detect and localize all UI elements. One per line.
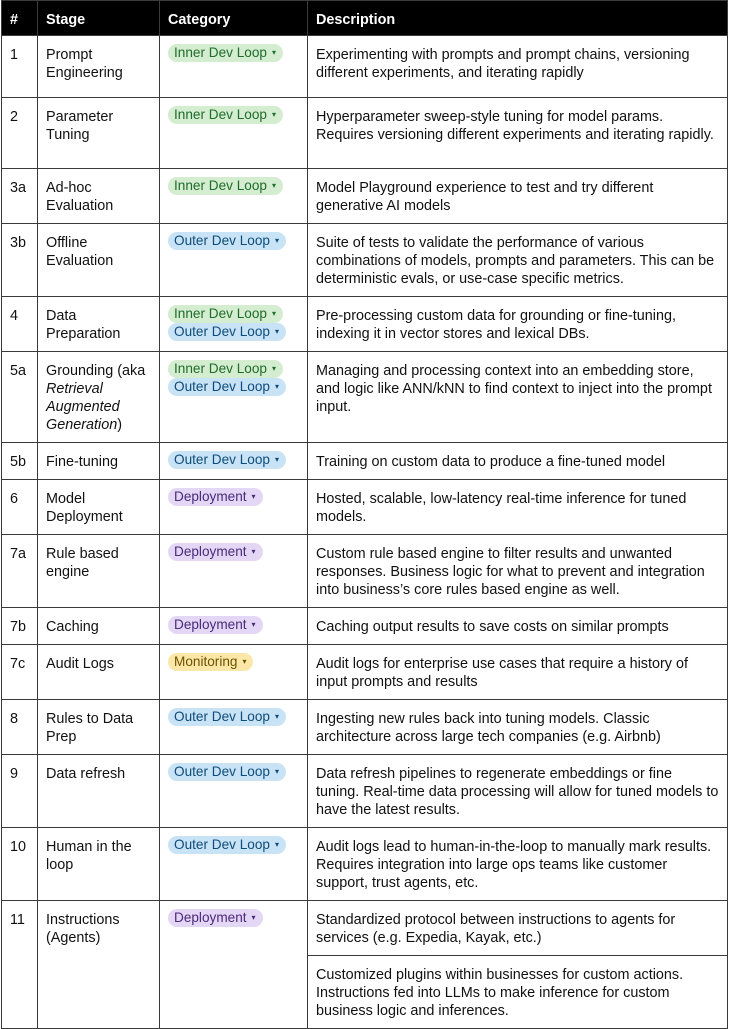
description-cell: Caching output results to save costs on similar prompts [308, 608, 728, 645]
stage-label: Model Deployment [46, 491, 123, 525]
stage-label-italic: Retrieval Augmented Generation [46, 381, 120, 433]
category-chip-label: Outer Dev Loop [174, 324, 270, 339]
chevron-down-icon: ▾ [274, 455, 279, 464]
chevron-down-icon: ▾ [271, 110, 276, 119]
chevron-down-icon: ▾ [271, 309, 276, 318]
header-num: # [2, 1, 38, 36]
stage-label-suffix: ) [117, 417, 122, 433]
category-chip[interactable] [168, 653, 253, 671]
row-number: 9 [2, 755, 38, 828]
header-stage: Stage [38, 1, 160, 36]
stage-label: Parameter Tuning [46, 109, 114, 143]
category-chip-label: Outer Dev Loop [174, 837, 270, 852]
category-chip-label: Deployment [174, 489, 247, 504]
category-chip-label: Deployment [174, 910, 247, 925]
description-cell: Audit logs lead to human-in-the-loop to manually mark results. Requires integration into large ops teams like customer support, trust agents, etc. [308, 828, 728, 901]
row-number: 3a [2, 169, 38, 224]
stage-label: Instructions (Agents) [46, 912, 120, 946]
category-chip-label: Inner Dev Loop [174, 178, 267, 193]
stages-table [1, 0, 728, 1029]
category-chip-label: Inner Dev Loop [174, 361, 267, 376]
table-row [2, 608, 728, 645]
category-cell [160, 297, 308, 352]
stage-cell [38, 755, 160, 828]
table-row [2, 480, 728, 535]
stage-cell [38, 352, 160, 443]
category-chip[interactable] [168, 378, 286, 396]
description-cell: Pre-processing custom data for grounding or fine-tuning, indexing it in vector stores and lexical DBs. [308, 297, 728, 352]
category-cell [160, 901, 308, 1029]
category-cell [160, 645, 308, 700]
stage-cell [38, 901, 160, 1029]
stage-label: Data refresh [46, 766, 126, 782]
category-chip[interactable] [168, 616, 263, 634]
description-cell: Model Playground experience to test and try different generative AI models [308, 169, 728, 224]
chevron-down-icon: ▾ [251, 620, 256, 629]
category-chip[interactable] [168, 708, 286, 726]
description-cell: Ingesting new rules back into tuning models. Classic architecture across large tech companies (e.g. Airbnb) [308, 700, 728, 755]
stage-label: Grounding (aka [46, 363, 146, 379]
row-number: 11 [2, 901, 38, 1029]
stage-label: Offline Evaluation [46, 235, 114, 269]
description-cell: Managing and processing context into an embedding store, and logic like ANN/kNN to find context to inject into the prompt input. [308, 352, 728, 443]
chevron-down-icon: ▾ [274, 382, 279, 391]
category-chip-label: Inner Dev Loop [174, 306, 267, 321]
category-chip[interactable] [168, 836, 286, 854]
category-chip-label: Outer Dev Loop [174, 764, 270, 779]
row-number: 5b [2, 443, 38, 480]
header-row [2, 1, 728, 36]
category-chip[interactable] [168, 177, 283, 195]
stage-label: Caching [46, 619, 99, 635]
table-row [2, 297, 728, 352]
description-cell: Custom rule based engine to filter results and unwanted responses. Business logic for what to prevent and integration into business’s core rules based engine as well. [308, 535, 728, 608]
stage-cell [38, 535, 160, 608]
table-row [2, 645, 728, 700]
row-number: 10 [2, 828, 38, 901]
table-row [2, 755, 728, 828]
category-chip[interactable] [168, 360, 283, 378]
category-chip-label: Outer Dev Loop [174, 379, 270, 394]
stage-cell [38, 828, 160, 901]
stage-label: Fine-tuning [46, 454, 118, 470]
category-cell [160, 352, 308, 443]
table-row [2, 98, 728, 169]
chevron-down-icon: ▾ [271, 181, 276, 190]
category-chip[interactable] [168, 488, 263, 506]
description-cell: Training on custom data to produce a fine-tuned model [308, 443, 728, 480]
description-cell: Suite of tests to validate the performance of various combinations of models, prompts and parameters. This can be deterministic evals, or use-case specific metrics. [308, 224, 728, 297]
category-chip-label: Outer Dev Loop [174, 452, 270, 467]
chevron-down-icon: ▾ [274, 236, 279, 245]
category-chip-label: Deployment [174, 544, 247, 559]
chevron-down-icon: ▾ [271, 364, 276, 373]
category-chip[interactable] [168, 305, 283, 323]
row-number: 8 [2, 700, 38, 755]
category-chip-label: Inner Dev Loop [174, 45, 267, 60]
category-chip[interactable] [168, 451, 286, 469]
table-row [2, 700, 728, 755]
row-number: 7a [2, 535, 38, 608]
stage-cell [38, 480, 160, 535]
category-cell [160, 535, 308, 608]
category-chip[interactable] [168, 763, 286, 781]
table-row [2, 828, 728, 901]
table-row [2, 224, 728, 297]
category-cell [160, 98, 308, 169]
stage-cell [38, 98, 160, 169]
chevron-down-icon: ▾ [271, 48, 276, 57]
description-cell: Hosted, scalable, low-latency real-time inference for tuned models. [308, 480, 728, 535]
row-number: 7b [2, 608, 38, 645]
table-body [2, 36, 728, 1029]
row-number: 4 [2, 297, 38, 352]
category-chip[interactable] [168, 106, 283, 124]
stage-cell [38, 36, 160, 98]
category-chip[interactable] [168, 323, 286, 341]
stage-cell [38, 608, 160, 645]
category-chip-label: Inner Dev Loop [174, 107, 267, 122]
category-chip[interactable] [168, 44, 283, 62]
category-chip-label: Monitoring [174, 654, 238, 669]
table-row [2, 443, 728, 480]
row-number: 6 [2, 480, 38, 535]
row-number: 1 [2, 36, 38, 98]
category-cell [160, 608, 308, 645]
category-chip[interactable] [168, 232, 286, 250]
stage-cell [38, 443, 160, 480]
chevron-down-icon: ▾ [274, 712, 279, 721]
table-row [2, 169, 728, 224]
header-category: Category [160, 1, 308, 36]
chevron-down-icon: ▾ [251, 492, 256, 501]
table-row [2, 901, 728, 956]
row-number: 5a [2, 352, 38, 443]
category-chip[interactable] [168, 543, 263, 561]
table-row [2, 352, 728, 443]
chevron-down-icon: ▾ [251, 547, 256, 556]
stage-cell [38, 297, 160, 352]
category-chip-label: Deployment [174, 617, 247, 632]
description-cell: Experimenting with prompts and prompt chains, versioning different experiments, and iterating rapidly [308, 36, 728, 98]
category-cell [160, 169, 308, 224]
row-number: 2 [2, 98, 38, 169]
stage-label: Ad-hoc Evaluation [46, 180, 114, 214]
category-cell [160, 224, 308, 297]
stage-cell [38, 224, 160, 297]
category-cell [160, 443, 308, 480]
header-description: Description [308, 1, 728, 36]
chevron-down-icon: ▾ [251, 913, 256, 922]
row-number: 3b [2, 224, 38, 297]
stage-label: Rules to Data Prep [46, 711, 134, 745]
stage-label: Prompt Engineering [46, 47, 123, 81]
stage-cell [38, 700, 160, 755]
description-cell: Customized plugins within businesses for custom actions. Instructions fed into LLMs to make inference for custom business logic and inferences. [308, 956, 728, 1029]
chevron-down-icon: ▾ [274, 840, 279, 849]
category-cell [160, 36, 308, 98]
category-cell [160, 755, 308, 828]
category-chip-label: Outer Dev Loop [174, 233, 270, 248]
stage-cell [38, 169, 160, 224]
stage-label: Rule based engine [46, 546, 119, 580]
description-cell: Data refresh pipelines to regenerate embeddings or fine tuning. Real-time data processing will allow for tuned models to have the latest results. [308, 755, 728, 828]
category-chip-label: Outer Dev Loop [174, 709, 270, 724]
description-cell: Audit logs for enterprise use cases that require a history of input prompts and results [308, 645, 728, 700]
stage-label: Audit Logs [46, 656, 115, 672]
table-row [2, 535, 728, 608]
stage-cell [38, 645, 160, 700]
category-cell [160, 480, 308, 535]
category-cell [160, 700, 308, 755]
stage-label: Data Preparation [46, 308, 121, 342]
row-number: 7c [2, 645, 38, 700]
description-cell: Standardized protocol between instructions to agents for services (e.g. Expedia, Kayak, etc.) [308, 901, 728, 956]
stage-label: Human in the loop [46, 839, 132, 873]
chevron-down-icon: ▾ [274, 767, 279, 776]
category-chip[interactable] [168, 909, 263, 927]
description-cell: Hyperparameter sweep-style tuning for model params. Requires versioning different experiments and iterating rapidly. [308, 98, 728, 169]
chevron-down-icon: ▾ [274, 327, 279, 336]
table-row [2, 36, 728, 98]
chevron-down-icon: ▾ [242, 657, 247, 666]
category-cell [160, 828, 308, 901]
